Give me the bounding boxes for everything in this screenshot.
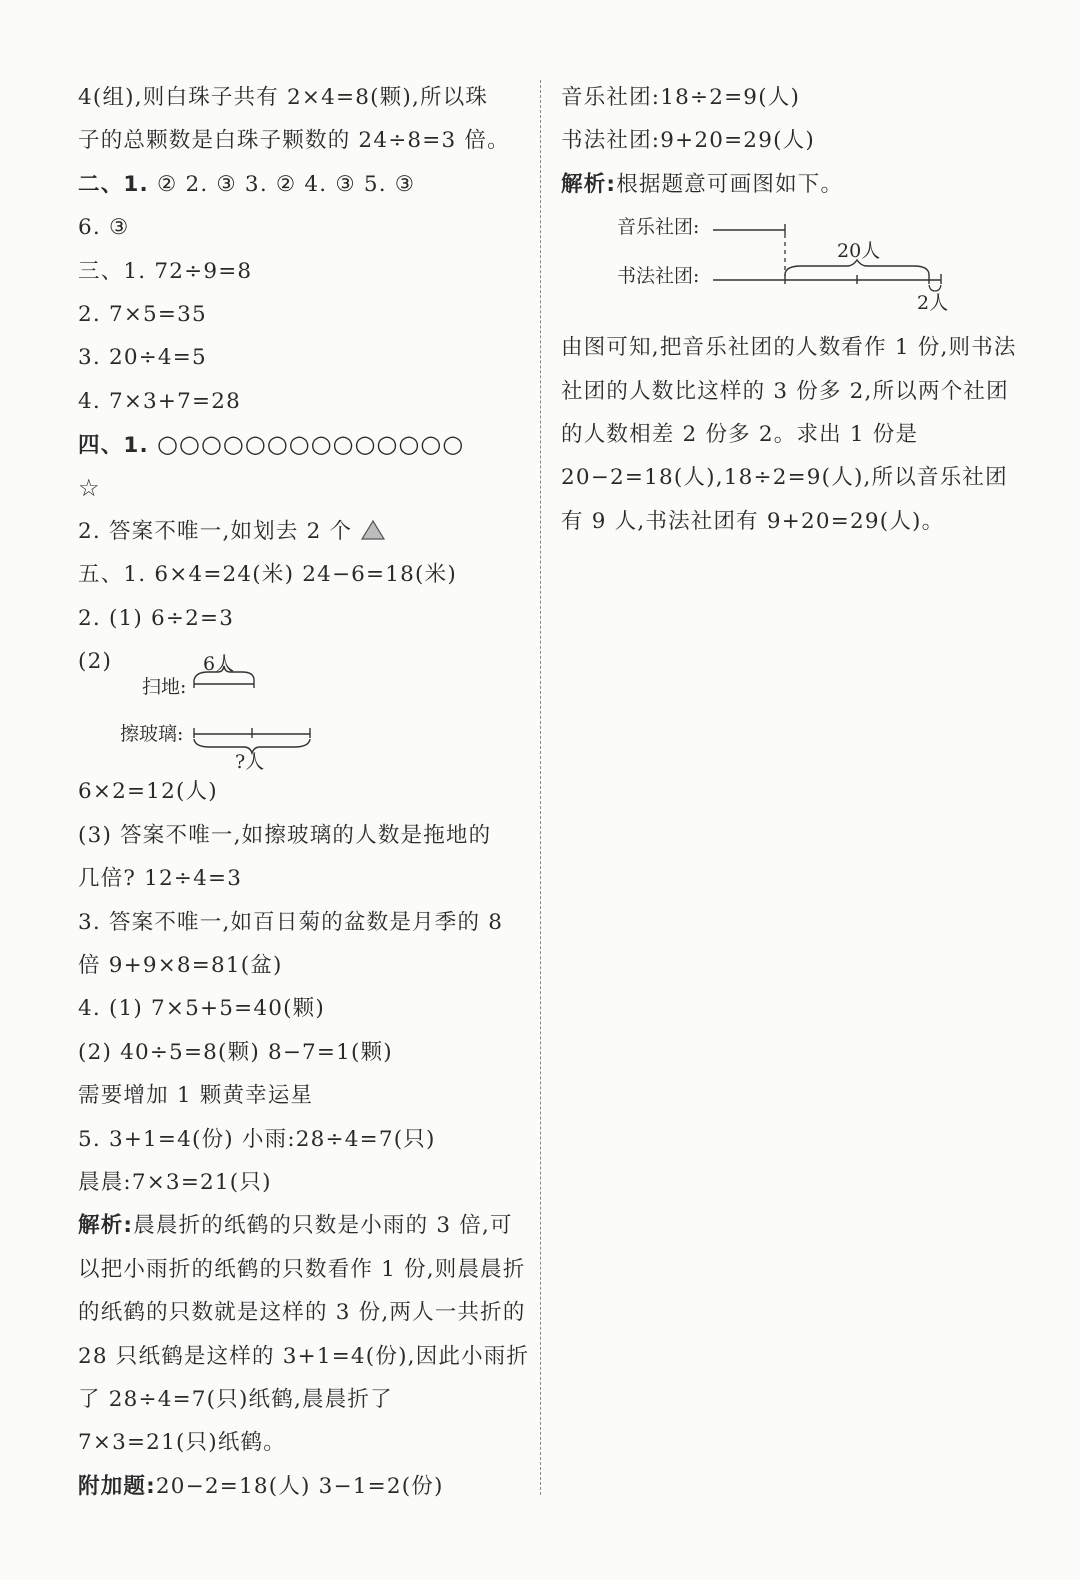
section-4-item-2-text: 2. 答案不唯一,如划去 2 个 — [78, 518, 353, 544]
section-2-answers: ② 2. ③ 3. ② 4. ③ 5. ③ — [148, 171, 416, 197]
glass-count-label: ?人 — [235, 751, 265, 774]
section-5-item-5a: 5. 3+1=4(份) 小雨:28÷4=7(只) — [78, 1126, 436, 1152]
music-club-label: 音乐社团: — [617, 216, 700, 239]
section-5-item-2-1: 2. (1) 6÷2=3 — [78, 605, 235, 631]
column-divider — [540, 80, 541, 1495]
section-4-head: 四、1. — [78, 433, 149, 459]
star-icon: ☆ — [78, 473, 101, 502]
section-2-head: 二、1. — [78, 171, 149, 197]
section-5-item-3a: 3. 答案不唯一,如百日菊的盆数是月季的 8 — [78, 909, 504, 935]
left-analysis-label: 解析: — [78, 1213, 134, 1239]
triangle-icon — [360, 519, 386, 541]
sweep-label: 扫地: — [142, 676, 187, 699]
section-3-item-1: 三、1. 72÷9=8 — [78, 258, 253, 284]
diagram-clubs-lines — [561, 206, 1021, 320]
left-line-1: 4(组),则白珠子共有 2×4=8(颗),所以珠 — [78, 85, 489, 110]
left-analysis-text: 晨晨折的纸鹤的只数是小雨的 3 倍,可以把小雨折的纸鹤的只数看作 1 份,则晨晨折的纸鹤的只数就是这样的 3 份,两人一共折的 28 只纸鹤是这样的 3+1=4(份),因此小雨折了 28÷4=7(只)纸鹤,晨晨折了 7×3=21(只)纸鹤。 — [78, 1213, 530, 1456]
section-2-line — [78, 163, 533, 206]
section-3-item-4: 4. 7×3+7=28 — [78, 388, 241, 414]
section-2-item-6: 6. ③ — [78, 215, 130, 241]
section-5-item-4b: (2) 40÷5=8(颗) 8−7=1(颗) — [78, 1039, 393, 1065]
glass-brace — [78, 739, 378, 769]
circle-row-icon: ○○○○○○○○○○○○○○ — [156, 430, 465, 459]
right-analysis-intro: 根据题意可画图如下。 — [616, 171, 844, 197]
section-5-item-2-2: (2) — [78, 649, 113, 675]
difference-label: 20人 — [837, 240, 881, 263]
right-analysis-text: 由图可知,把音乐社团的人数看作 1 份,则书法社团的人数比这样的 3 份多 2,所以两个社团的人数相差 2 份多 2。求出 1 份是 20−2=18(人),18÷2=9(人),所以音乐社团有 9 人,书法社团有 9+20=29(人)。 — [561, 335, 1017, 534]
section-5-item-4a: 4. (1) 7×5+5=40(颗) — [78, 996, 325, 1022]
section-4-item-2 — [78, 510, 533, 553]
extra-two-label: 2人 — [917, 292, 949, 315]
extra-question-label: 附加题: — [78, 1473, 156, 1499]
section-5-item-2-3b: 几倍? 12÷4=3 — [78, 866, 243, 892]
section-5-item-2-calc: 6×2=12(人) — [78, 779, 218, 805]
section-3-item-2: 2. 7×5=35 — [78, 301, 207, 327]
section-3-item-3: 3. 20÷4=5 — [78, 345, 207, 371]
right-analysis-label: 解析: — [561, 171, 617, 197]
left-column — [78, 76, 533, 1508]
section-5-item-3b: 倍 9+9×8=81(盆) — [78, 953, 283, 979]
left-analysis — [78, 1204, 533, 1464]
diagram-sweep-glass-lines — [78, 649, 378, 739]
extra-question — [78, 1465, 533, 1508]
right-column — [561, 76, 1021, 543]
right-analysis-head — [561, 163, 1021, 206]
glass-label: 擦玻璃: — [120, 723, 184, 746]
diagram-sweep-glass — [78, 653, 533, 774]
sweep-count-label: 6人 — [203, 653, 235, 676]
diagram-clubs — [561, 206, 1021, 320]
right-line-1: 音乐社团:18÷2=9(人) — [561, 85, 801, 110]
section-5-item-2-3a: (3) 答案不唯一,如擦玻璃的人数是拖地的 — [78, 822, 492, 848]
left-line-2: 子的总颗数是白珠子颗数的 24÷8=3 倍。 — [78, 128, 510, 154]
section-4-item-1 — [78, 423, 533, 466]
extra-question-text: 20−2=18(人) 3−1=2(份) — [155, 1473, 444, 1499]
right-line-2: 书法社团:9+20=29(人) — [561, 128, 815, 154]
section-5-item-4c: 需要增加 1 颗黄幸运星 — [78, 1083, 314, 1109]
calligraphy-club-label: 书法社团: — [617, 265, 700, 288]
section-5-item-5b: 晨晨:7×3=21(只) — [78, 1169, 272, 1195]
section-5-item-1: 五、1. 6×4=24(米) 24−6=18(米) — [78, 562, 457, 588]
